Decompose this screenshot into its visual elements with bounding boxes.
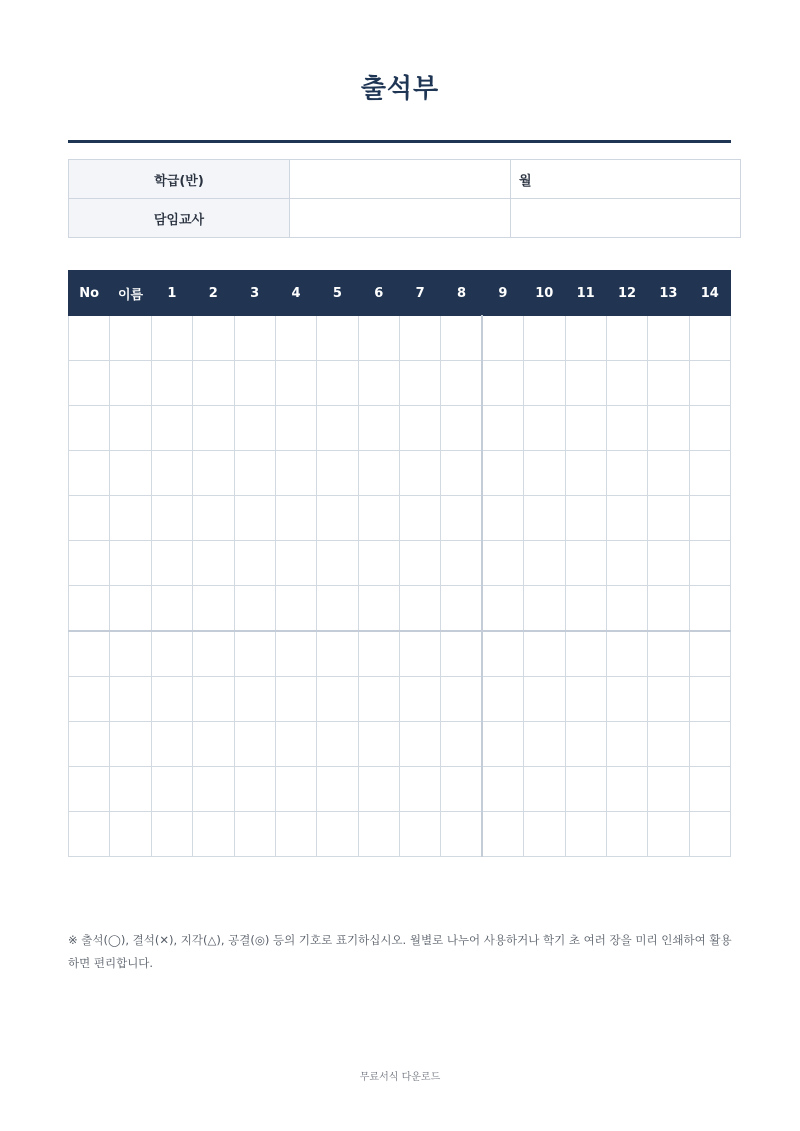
column-header-day-12: 12 <box>606 271 647 316</box>
attendance-cell[interactable] <box>524 722 565 767</box>
attendance-cell[interactable] <box>317 722 358 767</box>
class-value-field[interactable] <box>290 160 511 199</box>
attendance-cell[interactable] <box>69 586 110 632</box>
attendance-body <box>69 316 731 857</box>
attendance-cell[interactable] <box>482 812 523 857</box>
extra-value-field[interactable] <box>511 199 741 238</box>
month-label[interactable] <box>511 160 741 199</box>
month-label-text: 월 <box>519 173 532 189</box>
attendance-cell[interactable] <box>606 361 647 406</box>
table-row <box>69 361 731 406</box>
attendance-cell[interactable] <box>400 767 441 812</box>
attendance-cell[interactable] <box>69 677 110 722</box>
attendance-cell[interactable] <box>234 451 275 496</box>
attendance-cell[interactable] <box>524 541 565 586</box>
table-row <box>69 451 731 496</box>
attendance-cell[interactable] <box>400 406 441 451</box>
attendance-cell[interactable] <box>275 316 316 361</box>
attendance-cell[interactable] <box>234 361 275 406</box>
table-row <box>69 677 731 722</box>
attendance-cell[interactable] <box>110 722 151 767</box>
attendance-cell[interactable] <box>441 586 482 632</box>
column-header-day-9: 9 <box>482 271 523 316</box>
attendance-cell[interactable] <box>69 812 110 857</box>
attendance-cell[interactable] <box>193 586 234 632</box>
attendance-cell[interactable] <box>317 586 358 632</box>
attendance-cell[interactable] <box>275 586 316 632</box>
attendance-cell[interactable] <box>689 541 730 586</box>
attendance-cell[interactable] <box>524 812 565 857</box>
attendance-cell[interactable] <box>524 496 565 541</box>
attendance-cell[interactable] <box>193 677 234 722</box>
attendance-cell[interactable] <box>648 361 689 406</box>
attendance-cell[interactable] <box>565 541 606 586</box>
attendance-cell[interactable] <box>234 541 275 586</box>
attendance-cell[interactable] <box>69 316 110 361</box>
attendance-cell[interactable] <box>565 722 606 767</box>
attendance-cell[interactable] <box>648 316 689 361</box>
attendance-cell[interactable] <box>482 631 523 677</box>
table-row <box>69 722 731 767</box>
attendance-cell[interactable] <box>275 677 316 722</box>
table-row <box>69 767 731 812</box>
attendance-cell[interactable] <box>110 451 151 496</box>
attendance-cell[interactable] <box>317 361 358 406</box>
attendance-cell[interactable] <box>400 316 441 361</box>
attendance-cell[interactable] <box>317 812 358 857</box>
attendance-cell[interactable] <box>400 677 441 722</box>
attendance-cell[interactable] <box>317 451 358 496</box>
attendance-cell[interactable] <box>358 677 399 722</box>
attendance-cell[interactable] <box>151 722 192 767</box>
attendance-cell[interactable] <box>151 677 192 722</box>
attendance-cell[interactable] <box>441 677 482 722</box>
attendance-cell[interactable] <box>69 496 110 541</box>
attendance-cell[interactable] <box>358 631 399 677</box>
attendance-cell[interactable] <box>689 767 730 812</box>
attendance-cell[interactable] <box>689 586 730 632</box>
attendance-cell[interactable] <box>234 496 275 541</box>
attendance-cell[interactable] <box>193 316 234 361</box>
attendance-cell[interactable] <box>69 406 110 451</box>
table-row <box>69 631 731 677</box>
attendance-cell[interactable] <box>358 406 399 451</box>
attendance-cell[interactable] <box>358 722 399 767</box>
attendance-cell[interactable] <box>606 496 647 541</box>
attendance-cell[interactable] <box>151 631 192 677</box>
attendance-cell[interactable] <box>358 496 399 541</box>
attendance-cell[interactable] <box>565 812 606 857</box>
attendance-cell[interactable] <box>400 812 441 857</box>
column-header-day-13: 13 <box>648 271 689 316</box>
attendance-cell[interactable] <box>193 722 234 767</box>
column-header-day-11: 11 <box>565 271 606 316</box>
attendance-cell[interactable] <box>193 767 234 812</box>
attendance-cell[interactable] <box>317 541 358 586</box>
attendance-cell[interactable] <box>482 677 523 722</box>
attendance-cell[interactable] <box>193 406 234 451</box>
attendance-cell[interactable] <box>689 677 730 722</box>
attendance-cell[interactable] <box>151 316 192 361</box>
attendance-cell[interactable] <box>110 496 151 541</box>
attendance-cell[interactable] <box>482 586 523 632</box>
attendance-cell[interactable] <box>482 406 523 451</box>
attendance-cell[interactable] <box>110 677 151 722</box>
column-header-day-7: 7 <box>400 271 441 316</box>
attendance-cell[interactable] <box>524 406 565 451</box>
attendance-cell[interactable] <box>565 586 606 632</box>
attendance-table <box>68 270 731 857</box>
attendance-cell[interactable] <box>193 631 234 677</box>
attendance-cell[interactable] <box>275 496 316 541</box>
page-title: 출석부 <box>360 74 440 104</box>
attendance-cell[interactable] <box>482 361 523 406</box>
attendance-cell[interactable] <box>524 767 565 812</box>
attendance-cell[interactable] <box>69 451 110 496</box>
attendance-cell[interactable] <box>441 541 482 586</box>
attendance-header-row <box>69 271 731 316</box>
attendance-cell[interactable] <box>400 722 441 767</box>
usage-note: ※ 출석(◯), 결석(✕), 지각(△), 공결(◎) 등의 기호로 표기하십시오. 월별로 나누어 사용하거나 학기 초 여러 장을 미리 인쇄하여 활용하면 편리합니다. <box>68 933 732 970</box>
column-header-name: 이름 <box>110 271 151 316</box>
attendance-cell[interactable] <box>317 631 358 677</box>
column-header-day-3: 3 <box>234 271 275 316</box>
attendance-cell[interactable] <box>151 361 192 406</box>
attendance-cell[interactable] <box>110 631 151 677</box>
class-info-row <box>69 160 741 199</box>
attendance-cell[interactable] <box>648 451 689 496</box>
attendance-cell[interactable] <box>689 406 730 451</box>
attendance-cell[interactable] <box>565 496 606 541</box>
attendance-cell[interactable] <box>606 677 647 722</box>
attendance-cell[interactable] <box>648 406 689 451</box>
attendance-cell[interactable] <box>648 677 689 722</box>
column-header-day-8: 8 <box>441 271 482 316</box>
footer-text: 무료서식 다운로드 <box>359 1072 441 1083</box>
column-header-day-10: 10 <box>524 271 565 316</box>
table-row <box>69 406 731 451</box>
attendance-cell[interactable] <box>234 586 275 632</box>
column-header-day-2: 2 <box>193 271 234 316</box>
column-header-day-1: 1 <box>151 271 192 316</box>
attendance-cell[interactable] <box>648 586 689 632</box>
attendance-cell[interactable] <box>606 722 647 767</box>
attendance-cell[interactable] <box>441 451 482 496</box>
attendance-cell[interactable] <box>110 541 151 586</box>
attendance-cell[interactable] <box>648 496 689 541</box>
attendance-cell[interactable] <box>606 316 647 361</box>
attendance-cell[interactable] <box>275 361 316 406</box>
attendance-cell[interactable] <box>275 451 316 496</box>
teacher-value-field[interactable] <box>290 199 511 238</box>
attendance-cell[interactable] <box>275 722 316 767</box>
column-header-day-4: 4 <box>275 271 316 316</box>
attendance-cell[interactable] <box>606 767 647 812</box>
table-row <box>69 541 731 586</box>
title-divider <box>68 140 731 143</box>
column-header-day-5: 5 <box>317 271 358 316</box>
attendance-cell[interactable] <box>151 812 192 857</box>
attendance-cell[interactable] <box>565 631 606 677</box>
attendance-cell[interactable] <box>689 631 730 677</box>
attendance-cell[interactable] <box>193 451 234 496</box>
attendance-cell[interactable] <box>234 406 275 451</box>
attendance-cell[interactable] <box>689 316 730 361</box>
attendance-cell[interactable] <box>151 496 192 541</box>
attendance-cell[interactable] <box>69 631 110 677</box>
attendance-cell[interactable] <box>234 677 275 722</box>
attendance-cell[interactable] <box>234 767 275 812</box>
attendance-cell[interactable] <box>524 631 565 677</box>
attendance-cell[interactable] <box>69 767 110 812</box>
attendance-cell[interactable] <box>110 406 151 451</box>
attendance-cell[interactable] <box>606 451 647 496</box>
attendance-cell[interactable] <box>606 406 647 451</box>
attendance-cell[interactable] <box>565 406 606 451</box>
attendance-cell[interactable] <box>358 586 399 632</box>
attendance-cell[interactable] <box>689 722 730 767</box>
attendance-cell[interactable] <box>606 586 647 632</box>
attendance-cell[interactable] <box>275 767 316 812</box>
attendance-cell[interactable] <box>565 677 606 722</box>
attendance-cell[interactable] <box>234 722 275 767</box>
attendance-cell[interactable] <box>151 541 192 586</box>
attendance-cell[interactable] <box>565 361 606 406</box>
table-row <box>69 812 731 857</box>
attendance-cell[interactable] <box>234 316 275 361</box>
attendance-cell[interactable] <box>689 812 730 857</box>
attendance-cell[interactable] <box>482 541 523 586</box>
attendance-cell[interactable] <box>482 767 523 812</box>
attendance-cell[interactable] <box>524 316 565 361</box>
attendance-cell[interactable] <box>689 361 730 406</box>
attendance-cell[interactable] <box>441 812 482 857</box>
attendance-cell[interactable] <box>565 316 606 361</box>
attendance-cell[interactable] <box>441 722 482 767</box>
attendance-cell[interactable] <box>317 316 358 361</box>
attendance-cell[interactable] <box>606 631 647 677</box>
teacher-label: 담임교사 <box>69 199 290 238</box>
attendance-cell[interactable] <box>69 541 110 586</box>
attendance-cell[interactable] <box>317 406 358 451</box>
attendance-cell[interactable] <box>358 812 399 857</box>
column-header-no: No <box>69 271 110 316</box>
attendance-cell[interactable] <box>648 767 689 812</box>
attendance-cell[interactable] <box>524 451 565 496</box>
attendance-cell[interactable] <box>358 541 399 586</box>
attendance-cell[interactable] <box>400 631 441 677</box>
class-info-table <box>68 159 741 238</box>
attendance-cell[interactable] <box>524 677 565 722</box>
attendance-cell[interactable] <box>606 541 647 586</box>
attendance-cell[interactable] <box>606 812 647 857</box>
attendance-cell[interactable] <box>317 767 358 812</box>
class-label: 학급(반) <box>69 160 290 199</box>
attendance-cell[interactable] <box>358 451 399 496</box>
attendance-cell[interactable] <box>193 496 234 541</box>
attendance-cell[interactable] <box>565 451 606 496</box>
attendance-cell[interactable] <box>441 631 482 677</box>
attendance-cell[interactable] <box>358 316 399 361</box>
attendance-cell[interactable] <box>110 316 151 361</box>
attendance-cell[interactable] <box>317 677 358 722</box>
table-row <box>69 586 731 632</box>
attendance-cell[interactable] <box>400 451 441 496</box>
attendance-cell[interactable] <box>400 496 441 541</box>
teacher-info-row <box>69 199 741 238</box>
attendance-cell[interactable] <box>110 586 151 632</box>
column-header-day-6: 6 <box>358 271 399 316</box>
attendance-cell[interactable] <box>234 631 275 677</box>
table-row <box>69 496 731 541</box>
attendance-cell[interactable] <box>275 812 316 857</box>
attendance-cell[interactable] <box>441 767 482 812</box>
attendance-cell[interactable] <box>482 722 523 767</box>
attendance-cell[interactable] <box>275 541 316 586</box>
attendance-cell[interactable] <box>482 316 523 361</box>
attendance-cell[interactable] <box>110 812 151 857</box>
attendance-cell[interactable] <box>648 541 689 586</box>
attendance-cell[interactable] <box>110 361 151 406</box>
attendance-cell[interactable] <box>151 451 192 496</box>
attendance-cell[interactable] <box>648 631 689 677</box>
attendance-cell[interactable] <box>689 496 730 541</box>
attendance-cell[interactable] <box>110 767 151 812</box>
attendance-cell[interactable] <box>524 586 565 632</box>
attendance-cell[interactable] <box>358 767 399 812</box>
attendance-cell[interactable] <box>400 361 441 406</box>
attendance-cell[interactable] <box>689 451 730 496</box>
attendance-cell[interactable] <box>151 767 192 812</box>
attendance-cell[interactable] <box>482 496 523 541</box>
attendance-cell[interactable] <box>441 316 482 361</box>
attendance-cell[interactable] <box>441 361 482 406</box>
attendance-cell[interactable] <box>275 631 316 677</box>
attendance-cell[interactable] <box>317 496 358 541</box>
attendance-cell[interactable] <box>193 541 234 586</box>
table-row <box>69 316 731 361</box>
attendance-cell[interactable] <box>565 767 606 812</box>
attendance-cell[interactable] <box>441 406 482 451</box>
attendance-cell[interactable] <box>193 361 234 406</box>
column-header-day-14: 14 <box>689 271 730 316</box>
attendance-cell[interactable] <box>69 361 110 406</box>
attendance-cell[interactable] <box>648 812 689 857</box>
attendance-cell[interactable] <box>193 812 234 857</box>
attendance-cell[interactable] <box>400 541 441 586</box>
attendance-cell[interactable] <box>358 361 399 406</box>
attendance-cell[interactable] <box>400 586 441 632</box>
attendance-cell[interactable] <box>648 722 689 767</box>
attendance-cell[interactable] <box>151 406 192 451</box>
attendance-cell[interactable] <box>69 722 110 767</box>
attendance-cell[interactable] <box>524 361 565 406</box>
attendance-cell[interactable] <box>234 812 275 857</box>
attendance-cell[interactable] <box>441 496 482 541</box>
attendance-cell[interactable] <box>275 406 316 451</box>
attendance-cell[interactable] <box>151 586 192 632</box>
attendance-cell[interactable] <box>482 451 523 496</box>
